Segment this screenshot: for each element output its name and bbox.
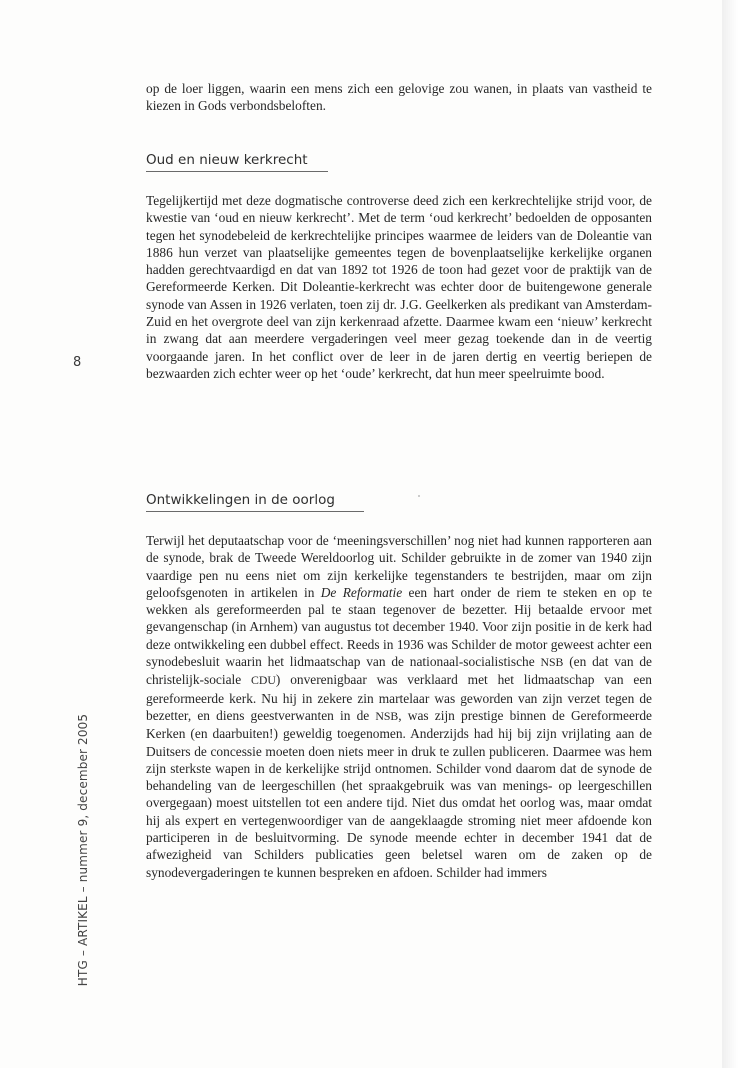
section2-text-part4: ) onverenigbaar was verklaard met het lidmaatschap van een gereformeerde kerk. Nu hij in zekere zin martelaar was geworden van zijn verzet tegen de bezetter, en diens geestverwanten in de — [146, 672, 652, 723]
intro-paragraph: op de loer liggen, waarin een mens zich een gelovige zou wanen, in plaats van vastheid te kiezen in Gods verbondsbeloften. — [146, 81, 652, 114]
page-edge — [722, 0, 738, 1068]
section2-paragraph — [146, 532, 652, 881]
section-heading-oud-en-nieuw-kerkrecht: Oud en nieuw kerkrecht — [146, 152, 328, 172]
publication-title: De Reformatie — [320, 584, 403, 600]
section-heading-ontwikkelingen-in-de-oorlog: Ontwikkelingen in de oorlog — [146, 492, 364, 512]
abbr-nsb: NSB — [540, 655, 564, 670]
section2-text-part2: een hart onder de riem te steken en op te wekken als gereformeerden pal te staan tegenover de bezetter. Hij betaalde ervoor met gevangenschap (in Arnhem) van augustus tot december 1940. Voor zijn positie in de kerk had deze ontwikkeling een dubbel effect. Reeds in 1936 was Schilder de motor geweest achter een synodebesluit waarin het lidmaatschap van de nationaal-socialistische — [146, 584, 653, 670]
scan-speck — [418, 495, 420, 497]
section1-paragraph: Tegelijkertijd met deze dogmatische controverse deed zich een kerkrechtelijke strijd voor, de kwestie van ‘oud en nieuw kerkrecht’. Met de term ‘oud kerkrecht’ bedoelden de opposanten tegen het synodebeleid de kerkrechtelijke principes waarmee de leiders van de Doleantie van 1886 hun verzet van plaatselijke gemeentes tegen de bovenplaatselijke kerkelijke organen hadden gerechtvaardigd en dat van 1892 tot 1926 de toon had gezet voor de praktijk van de Gereformeerde Kerken. Dit Doleantie-kerkrecht was echter door de buitengewone generale synode van Assen in 1926 verlaten, toen zij dr. J.G. Geelkerken als predikant van Amsterdam-Zuid en het overgrote deel van zijn kerkenraad afzette. Daarmee kwam een ‘nieuw’ kerkrecht in zwang dat aan meerdere vergaderingen veel meer gezag toekende dan in de veertig voorgaande jaren. In het conflict over de leer in de jaren dertig en veertig beriepen de bezwaarden zich echter weer op het ‘oude’ kerkrecht, dat hun meer speelruimte bood. — [146, 193, 652, 381]
abbr-nsb-second: NSB — [375, 708, 399, 723]
section2-text-part3: (en dat van de christelijk-sociale — [146, 654, 652, 688]
running-footer: HTG – ARTIKEL – nummer 9, december 2005 — [76, 713, 90, 987]
section2-text-part5: , was zijn prestige binnen de Gereformeerde Kerken (en daarbuiten!) geweldig toegenomen. Anderzijds had hij bij zijn vrijlating aan de Duitsers de concessie moeten doen niets meer in druk te zullen publiceren. Daarmee was hem zijn sterkste wapen in de kerkelijke strijd ontnomen. Schilder vond daarom dat de synode de behandeling van de leergeschillen (het spraakgebruik was van menings- op leergeschillen overgegaan) moest uitstellen tot een andere tijd. Niet dus omdat het oorlog was, maar omdat hij als expert en vertegenwoordiger van de aangeklaagde stroming niet meer afdoende kon participeren in de besluitvorming. De synode meende echter in december 1941 dat de afwezigheid van Schilders publicaties geen beletsel waren om de zaken op de synodevergaderingen te kunnen bespreken en afdoen. Schilder had immers — [146, 707, 652, 880]
abbr-cdu: CDU — [251, 673, 276, 688]
page-number: 8 — [73, 355, 82, 370]
section2-text-part1: Terwijl het deputaatschap voor de ‘meeningsverschillen’ nog niet had kunnen rapporteren aan de synode, brak de Tweede Wereldoorlog uit. Schilder gebruikte in de zomer van 1940 zijn vaardige pen nu eens niet om zijn kerkelijke tegenstanders te bestrijden, maar om zijn geloofsgenoten in artikelen in — [146, 533, 652, 600]
